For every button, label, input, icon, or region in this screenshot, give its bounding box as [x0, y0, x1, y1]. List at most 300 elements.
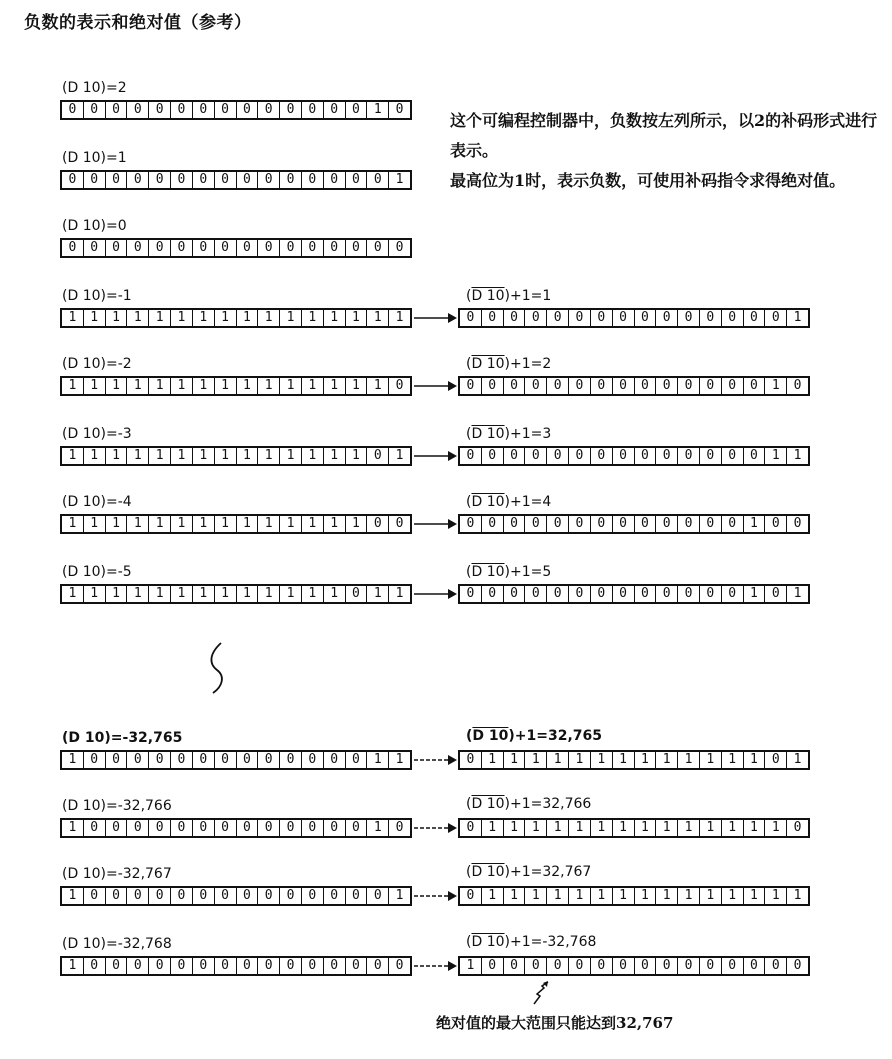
register-label: (D 10)=-1	[62, 288, 132, 304]
bit-cell: 1	[793, 448, 802, 463]
register-label: (D 10)=-4	[62, 494, 132, 510]
bit-cell: 0	[765, 958, 787, 974]
bit-cell: 1	[367, 102, 389, 118]
bit-cell: 1	[793, 586, 802, 601]
bit-cell: 0	[460, 586, 482, 602]
bit-cell: 0	[744, 378, 766, 394]
bit-cell: 1	[395, 888, 404, 903]
bit-cell: 1	[569, 820, 591, 836]
bit-cell: 0	[171, 102, 193, 118]
bit-cell: 0	[127, 172, 149, 188]
bit-cell: 0	[678, 516, 700, 532]
arrow-right-icon	[412, 587, 458, 601]
bit-cell: 0	[793, 516, 802, 531]
bit-cell: 0	[324, 240, 346, 256]
bit-cell: 0	[635, 310, 657, 326]
bit-cell: 0	[193, 172, 215, 188]
bit-cell: 0	[504, 516, 526, 532]
bit-cell: 1	[171, 448, 193, 464]
bit-cell: 0	[367, 888, 389, 904]
bit-cell: 1	[367, 378, 389, 394]
bit-cell: 0	[324, 172, 346, 188]
bit-cell: 0	[171, 172, 193, 188]
arrow-right-icon	[412, 517, 458, 531]
bit-cell: 1	[722, 820, 744, 836]
bit-cell: 0	[591, 378, 613, 394]
complement-register	[458, 750, 810, 770]
bit-register	[60, 238, 412, 258]
bit-cell: 0	[258, 172, 280, 188]
register-label: (D 10)=-32,767	[62, 866, 172, 882]
bit-cell: 0	[171, 888, 193, 904]
bit-cell: 1	[84, 310, 106, 326]
bit-cell: 1	[62, 310, 84, 326]
bit-cell: 1	[744, 516, 766, 532]
bit-cell: 0	[547, 516, 569, 532]
bit-cell: 0	[106, 240, 128, 256]
bit-cell: 1	[346, 448, 368, 464]
bit-register	[60, 514, 412, 534]
bit-cell: 1	[613, 752, 635, 768]
bit-register	[60, 446, 412, 466]
bit-cell: 1	[127, 378, 149, 394]
bit-cell: 0	[193, 958, 215, 974]
bit-cell: 0	[744, 448, 766, 464]
bit-cell: 0	[171, 958, 193, 974]
bit-cell: 0	[700, 310, 722, 326]
bit-cell: 1	[744, 820, 766, 836]
bit-cell: 0	[237, 888, 259, 904]
bit-cell: 0	[367, 172, 389, 188]
bit-cell: 1	[395, 310, 404, 325]
bit-cell: 0	[237, 102, 259, 118]
bit-cell: 1	[258, 516, 280, 532]
register-label: (D 10)=-2	[62, 356, 132, 372]
bit-cell: 1	[237, 586, 259, 602]
bit-cell: 0	[149, 958, 171, 974]
bit-cell: 0	[482, 310, 504, 326]
bit-cell: 0	[635, 378, 657, 394]
bit-cell: 1	[744, 888, 766, 904]
bit-cell: 1	[280, 516, 302, 532]
bit-cell: 0	[395, 958, 404, 973]
bit-cell: 1	[280, 586, 302, 602]
bit-cell: 0	[525, 310, 547, 326]
max-range-note: 绝对值的最大范围只能达到32,767	[436, 1014, 674, 1032]
bit-cell: 0	[193, 752, 215, 768]
bit-cell: 0	[569, 516, 591, 532]
bit-cell: 0	[302, 172, 324, 188]
bit-cell: 0	[525, 516, 547, 532]
bit-cell: 0	[193, 888, 215, 904]
bit-cell: 1	[84, 378, 106, 394]
bit-cell: 1	[324, 310, 346, 326]
bit-cell: 0	[591, 310, 613, 326]
bit-cell: 0	[149, 240, 171, 256]
complement-register	[458, 584, 810, 604]
bit-cell: 0	[591, 586, 613, 602]
bit-cell: 0	[700, 586, 722, 602]
complement-register	[458, 514, 810, 534]
bit-cell: 0	[722, 958, 744, 974]
bit-cell: 0	[193, 102, 215, 118]
bit-cell: 1	[793, 310, 802, 325]
bit-cell: 1	[302, 378, 324, 394]
bit-cell: 0	[722, 586, 744, 602]
bit-cell: 1	[525, 820, 547, 836]
bit-cell: 0	[346, 586, 368, 602]
bit-cell: 1	[258, 586, 280, 602]
bit-cell: 1	[744, 586, 766, 602]
bit-cell: 1	[678, 820, 700, 836]
bit-cell: 0	[395, 378, 404, 393]
bit-cell: 0	[613, 516, 635, 532]
bit-cell: 1	[722, 752, 744, 768]
bit-cell: 0	[346, 240, 368, 256]
bit-cell: 0	[656, 448, 678, 464]
bit-cell: 0	[149, 102, 171, 118]
bit-cell: 0	[504, 378, 526, 394]
bit-cell: 0	[569, 310, 591, 326]
bit-cell: 1	[765, 378, 787, 394]
bit-cell: 0	[237, 240, 259, 256]
bit-cell: 1	[62, 378, 84, 394]
complement-label: (D 10)+1=32,767	[466, 864, 592, 880]
bit-cell: 1	[171, 516, 193, 532]
bit-cell: 1	[765, 820, 787, 836]
bit-cell: 1	[127, 448, 149, 464]
bit-cell: 0	[765, 752, 787, 768]
bit-cell: 0	[395, 516, 404, 531]
bit-cell: 0	[613, 448, 635, 464]
bit-cell: 1	[106, 310, 128, 326]
bit-cell: 0	[722, 448, 744, 464]
bit-cell: 0	[395, 102, 404, 117]
bit-cell: 1	[302, 586, 324, 602]
bit-cell: 0	[346, 172, 368, 188]
bit-cell: 0	[127, 820, 149, 836]
bit-cell: 0	[215, 172, 237, 188]
bit-cell: 0	[525, 586, 547, 602]
arrow-right-icon	[412, 959, 458, 973]
bit-cell: 0	[793, 378, 802, 393]
bit-cell: 1	[395, 752, 404, 767]
bit-cell: 0	[367, 516, 389, 532]
bit-cell: 0	[367, 448, 389, 464]
bit-cell: 1	[62, 888, 84, 904]
bit-cell: 0	[237, 958, 259, 974]
complement-register	[458, 308, 810, 328]
bit-cell: 0	[367, 240, 389, 256]
bit-cell: 0	[346, 820, 368, 836]
bit-cell: 0	[302, 888, 324, 904]
arrow-right-icon	[412, 311, 458, 325]
bit-cell: 0	[346, 888, 368, 904]
bit-cell: 0	[346, 102, 368, 118]
bit-cell: 1	[127, 516, 149, 532]
bit-cell: 0	[367, 958, 389, 974]
bit-cell: 0	[678, 586, 700, 602]
bit-cell: 0	[215, 888, 237, 904]
arrow-right-icon	[412, 449, 458, 463]
bit-cell: 1	[324, 448, 346, 464]
bit-cell: 1	[62, 958, 84, 974]
bit-cell: 0	[106, 172, 128, 188]
bit-cell: 1	[302, 448, 324, 464]
bit-cell: 1	[367, 586, 389, 602]
bit-cell: 0	[280, 172, 302, 188]
bit-cell: 1	[793, 888, 802, 903]
bit-cell: 1	[171, 310, 193, 326]
bit-cell: 1	[591, 888, 613, 904]
bit-cell: 0	[700, 378, 722, 394]
bit-cell: 1	[193, 378, 215, 394]
bit-cell: 0	[324, 102, 346, 118]
bit-cell: 1	[700, 820, 722, 836]
bit-register	[60, 308, 412, 328]
bit-cell: 1	[237, 310, 259, 326]
bit-cell: 0	[346, 958, 368, 974]
bit-cell: 0	[280, 240, 302, 256]
ellipsis-squiggle-icon	[205, 640, 229, 696]
bit-cell: 1	[62, 820, 84, 836]
pointer-arrow-icon	[530, 980, 552, 1006]
bit-cell: 0	[482, 378, 504, 394]
complement-register	[458, 376, 810, 396]
bit-cell: 1	[346, 310, 368, 326]
bit-cell: 1	[395, 448, 404, 463]
bit-cell: 0	[127, 958, 149, 974]
bit-cell: 0	[149, 888, 171, 904]
bit-cell: 0	[258, 820, 280, 836]
bit-cell: 0	[237, 172, 259, 188]
bit-cell: 0	[127, 752, 149, 768]
bit-cell: 1	[635, 752, 657, 768]
bit-cell: 1	[193, 448, 215, 464]
bit-cell: 1	[395, 586, 404, 601]
bit-cell: 1	[106, 448, 128, 464]
bit-cell: 1	[149, 586, 171, 602]
bit-cell: 1	[84, 586, 106, 602]
bit-cell: 1	[635, 820, 657, 836]
bit-cell: 1	[106, 516, 128, 532]
bit-cell: 0	[656, 586, 678, 602]
bit-cell: 0	[215, 102, 237, 118]
bit-cell: 0	[482, 586, 504, 602]
bit-cell: 0	[324, 888, 346, 904]
bit-cell: 0	[635, 958, 657, 974]
bit-cell: 1	[504, 752, 526, 768]
bit-cell: 0	[613, 310, 635, 326]
bit-cell: 1	[504, 820, 526, 836]
bit-cell: 0	[700, 958, 722, 974]
bit-cell: 0	[744, 958, 766, 974]
bit-cell: 0	[744, 310, 766, 326]
bit-cell: 0	[258, 958, 280, 974]
bit-cell: 1	[258, 448, 280, 464]
bit-cell: 1	[367, 820, 389, 836]
bit-cell: 1	[547, 752, 569, 768]
bit-cell: 1	[215, 586, 237, 602]
bit-cell: 1	[346, 516, 368, 532]
bit-cell: 1	[127, 586, 149, 602]
bit-cell: 0	[215, 240, 237, 256]
bit-cell: 1	[280, 310, 302, 326]
bit-cell: 0	[482, 958, 504, 974]
bit-cell: 1	[504, 888, 526, 904]
bit-cell: 1	[547, 888, 569, 904]
bit-cell: 0	[215, 820, 237, 836]
bit-cell: 1	[84, 448, 106, 464]
bit-cell: 0	[547, 958, 569, 974]
bit-cell: 0	[346, 752, 368, 768]
bit-cell: 0	[678, 378, 700, 394]
bit-cell: 0	[722, 516, 744, 532]
bit-cell: 0	[460, 448, 482, 464]
bit-cell: 1	[106, 378, 128, 394]
bit-cell: 0	[482, 448, 504, 464]
bit-cell: 1	[215, 310, 237, 326]
bit-cell: 1	[127, 310, 149, 326]
register-label: (D 10)=-3	[62, 426, 132, 442]
bit-cell: 0	[258, 102, 280, 118]
bit-cell: 0	[793, 820, 802, 835]
bit-cell: 1	[525, 752, 547, 768]
bit-cell: 1	[258, 310, 280, 326]
bit-cell: 1	[547, 820, 569, 836]
bit-cell: 0	[106, 888, 128, 904]
bit-cell: 0	[504, 958, 526, 974]
bit-cell: 0	[482, 516, 504, 532]
bit-cell: 0	[302, 102, 324, 118]
bit-cell: 0	[613, 586, 635, 602]
bit-register	[60, 956, 412, 976]
register-label: (D 10)=-32,768	[62, 936, 172, 952]
bit-cell: 1	[324, 586, 346, 602]
bit-cell: 0	[62, 240, 84, 256]
complement-register	[458, 818, 810, 838]
bit-cell: 0	[547, 310, 569, 326]
bit-cell: 0	[84, 958, 106, 974]
bit-cell: 0	[258, 240, 280, 256]
bit-cell: 0	[547, 378, 569, 394]
note-line-2: 最高位为1时，表示负数，可使用补码指令求得绝对值。	[450, 171, 846, 190]
bit-cell: 0	[258, 888, 280, 904]
bit-cell: 0	[635, 586, 657, 602]
bit-cell: 0	[569, 448, 591, 464]
bit-cell: 1	[280, 378, 302, 394]
bit-cell: 0	[395, 240, 404, 255]
bit-cell: 0	[106, 820, 128, 836]
bit-cell: 1	[793, 752, 802, 767]
bit-register	[60, 750, 412, 770]
bit-cell: 0	[149, 820, 171, 836]
bit-cell: 0	[193, 240, 215, 256]
bit-cell: 1	[482, 820, 504, 836]
bit-cell: 1	[591, 820, 613, 836]
complement-label: (D 10)+1=3	[466, 426, 552, 442]
bit-cell: 0	[613, 958, 635, 974]
bit-cell: 0	[324, 752, 346, 768]
bit-cell: 0	[237, 820, 259, 836]
bit-cell: 1	[591, 752, 613, 768]
bit-cell: 1	[678, 752, 700, 768]
bit-cell: 1	[302, 310, 324, 326]
bit-cell: 0	[525, 448, 547, 464]
bit-cell: 1	[722, 888, 744, 904]
bit-cell: 0	[106, 102, 128, 118]
bit-cell: 0	[106, 958, 128, 974]
bit-cell: 0	[504, 448, 526, 464]
bit-cell: 0	[127, 888, 149, 904]
bit-cell: 0	[700, 516, 722, 532]
bit-cell: 1	[149, 378, 171, 394]
bit-cell: 0	[302, 240, 324, 256]
bit-cell: 0	[193, 820, 215, 836]
bit-cell: 1	[324, 378, 346, 394]
bit-cell: 1	[569, 752, 591, 768]
bit-cell: 1	[237, 378, 259, 394]
complement-label: (D 10)+1=32,766	[466, 796, 592, 812]
bit-cell: 0	[635, 448, 657, 464]
bit-cell: 1	[656, 820, 678, 836]
bit-cell: 0	[127, 102, 149, 118]
bit-cell: 1	[215, 516, 237, 532]
bit-cell: 1	[62, 448, 84, 464]
bit-cell: 0	[678, 310, 700, 326]
bit-cell: 1	[171, 378, 193, 394]
bit-cell: 0	[324, 958, 346, 974]
bit-register	[60, 584, 412, 604]
bit-cell: 0	[84, 888, 106, 904]
bit-cell: 1	[482, 888, 504, 904]
bit-cell: 0	[656, 958, 678, 974]
bit-cell: 1	[193, 516, 215, 532]
bit-cell: 0	[280, 102, 302, 118]
bit-cell: 1	[678, 888, 700, 904]
bit-cell: 1	[193, 586, 215, 602]
bit-cell: 0	[302, 820, 324, 836]
register-label: (D 10)=1	[62, 150, 127, 166]
bit-cell: 1	[367, 752, 389, 768]
bit-cell: 0	[62, 172, 84, 188]
bit-cell: 0	[569, 586, 591, 602]
bit-cell: 0	[460, 516, 482, 532]
bit-cell: 1	[346, 378, 368, 394]
bit-cell: 1	[215, 448, 237, 464]
bit-cell: 0	[106, 752, 128, 768]
bit-cell: 1	[613, 820, 635, 836]
bit-cell: 0	[656, 310, 678, 326]
bit-cell: 1	[237, 516, 259, 532]
bit-cell: 0	[765, 516, 787, 532]
arrow-right-icon	[412, 379, 458, 393]
bit-cell: 0	[460, 310, 482, 326]
register-label: (D 10)=-32,766	[62, 798, 172, 814]
bit-cell: 0	[460, 820, 482, 836]
explanation-note	[450, 106, 880, 196]
bit-cell: 1	[302, 516, 324, 532]
bit-cell: 0	[149, 172, 171, 188]
complement-register	[458, 956, 810, 976]
complement-label: (D 10)+1=1	[466, 288, 552, 304]
bit-cell: 1	[569, 888, 591, 904]
bit-cell: 1	[324, 516, 346, 532]
note-line-1: 这个可编程控制器中，负数按左列所示，以2的补码形式进行表示。	[450, 111, 878, 160]
complement-label: (D 10)+1=2	[466, 356, 552, 372]
bit-cell: 1	[62, 516, 84, 532]
bit-register	[60, 376, 412, 396]
